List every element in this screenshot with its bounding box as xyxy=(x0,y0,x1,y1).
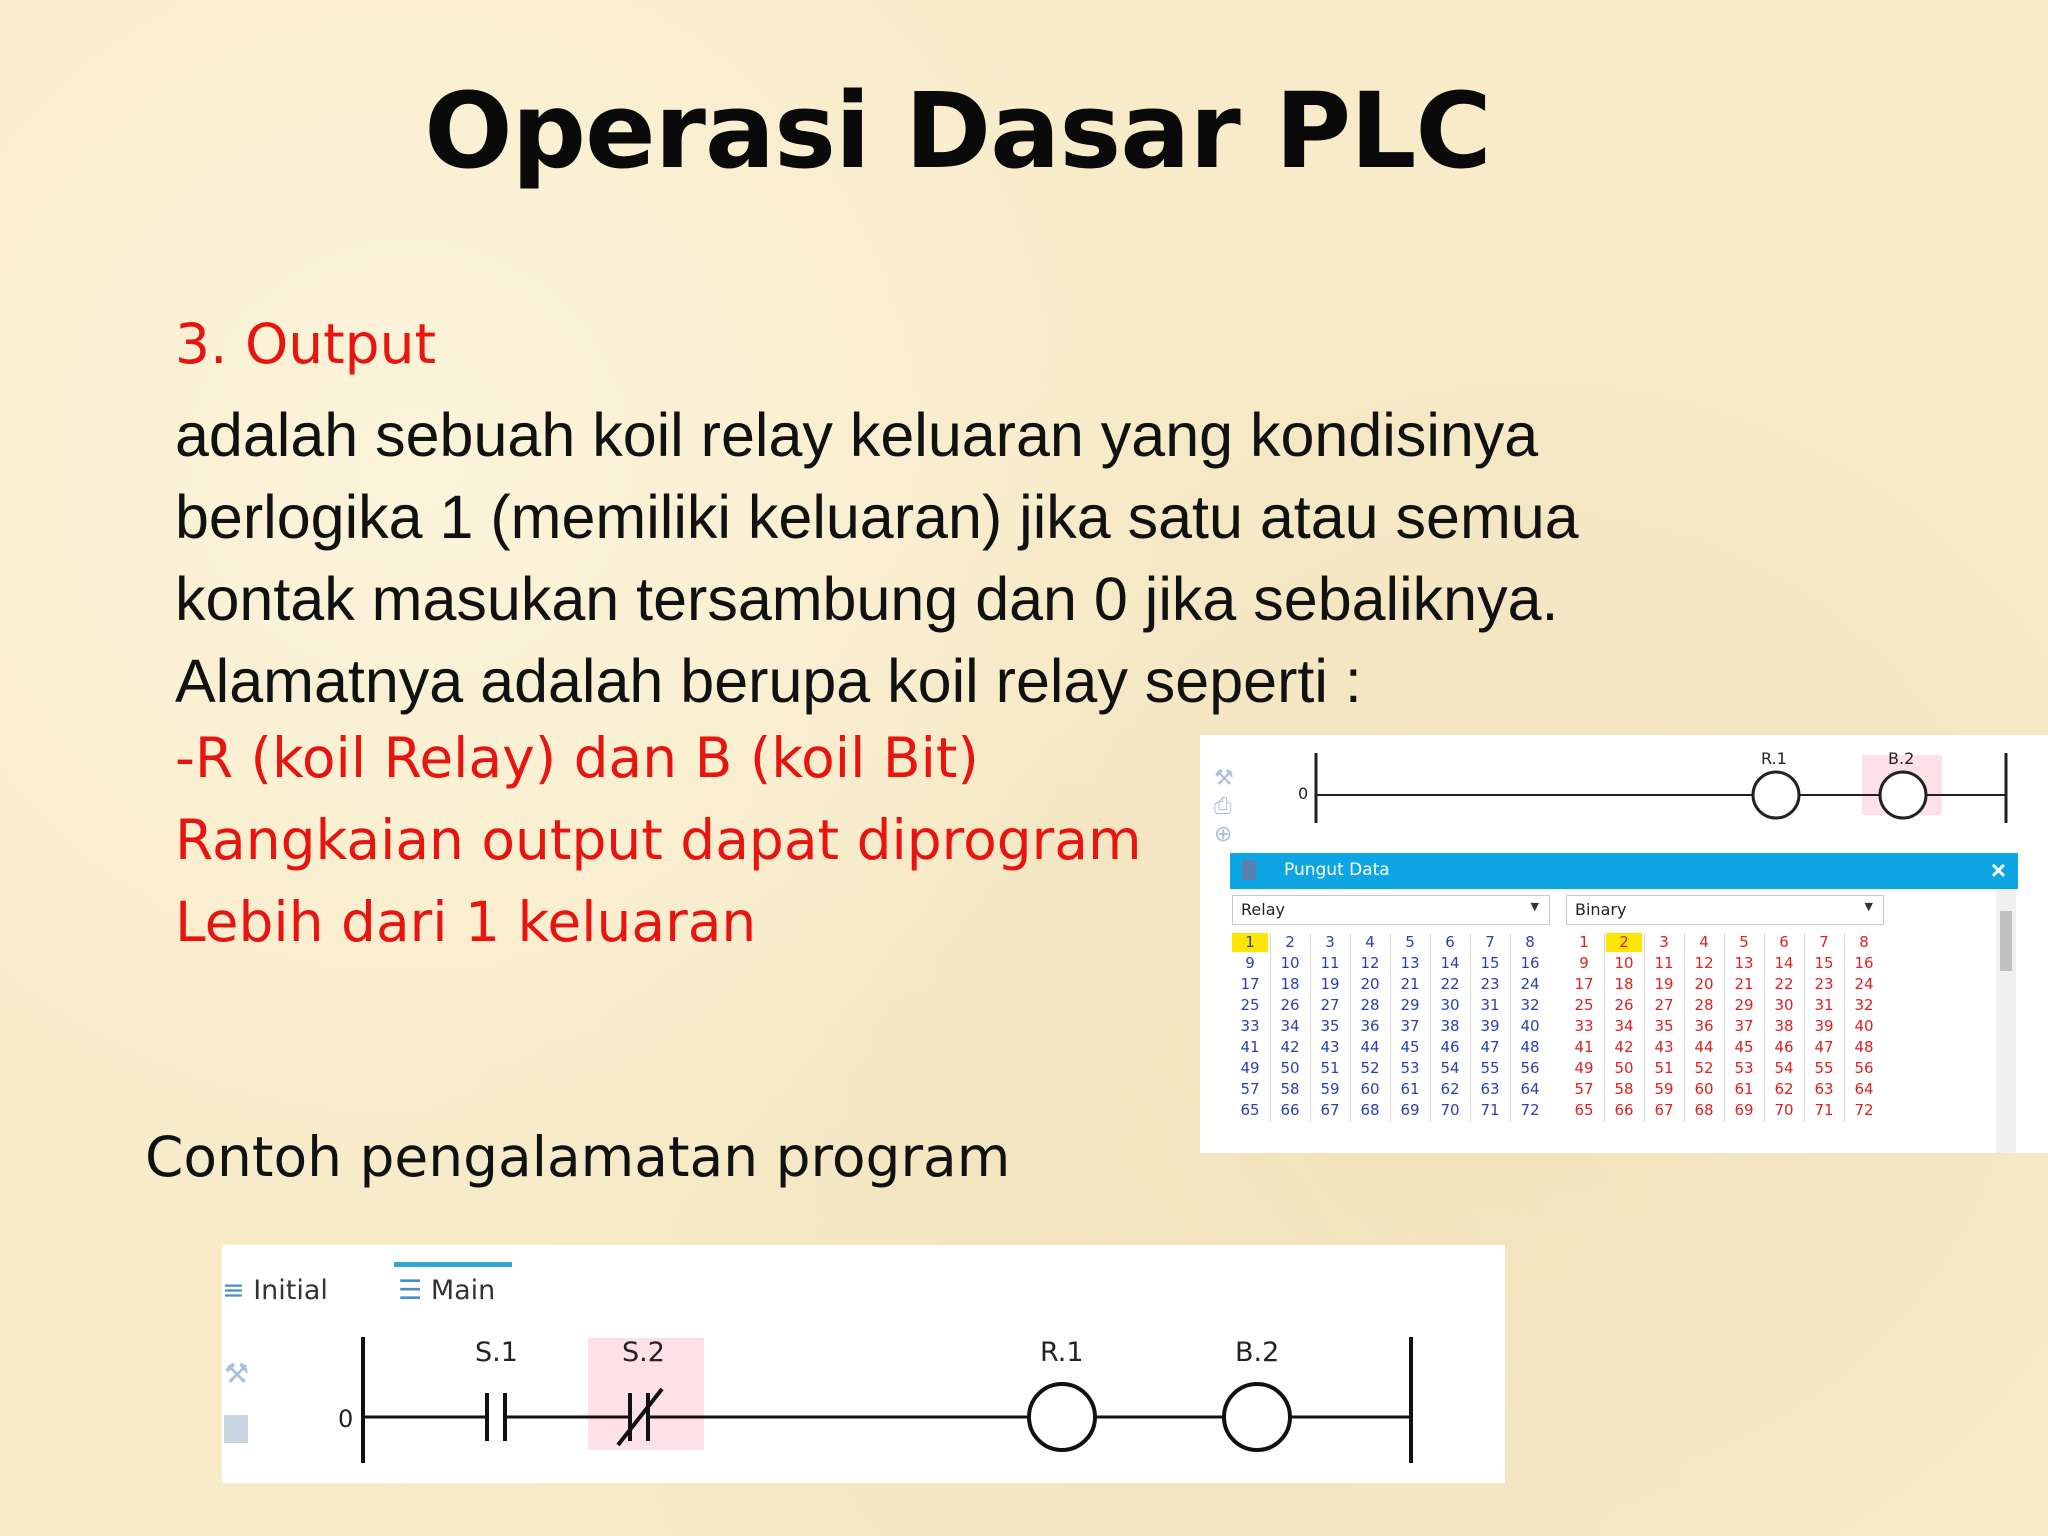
relay-address-cell[interactable]: 70 xyxy=(1440,1101,1460,1119)
relay-address-cell[interactable]: 25 xyxy=(1240,996,1260,1014)
relay-address-cell[interactable]: 45 xyxy=(1400,1038,1420,1056)
relay-address-cell[interactable]: 53 xyxy=(1400,1059,1420,1077)
relay-address-cell[interactable]: 9 xyxy=(1245,954,1255,972)
binary-address-cell[interactable]: 62 xyxy=(1774,1080,1794,1098)
relay-address-cell[interactable]: 57 xyxy=(1240,1080,1260,1098)
binary-address-cell[interactable]: 14 xyxy=(1774,954,1794,972)
document-icon xyxy=(1242,860,1256,880)
relay-address-cell[interactable]: 46 xyxy=(1440,1038,1460,1056)
relay-address-cell[interactable]: 51 xyxy=(1320,1059,1340,1077)
relay-address-cell[interactable]: 54 xyxy=(1440,1059,1460,1077)
binary-address-cell[interactable]: 46 xyxy=(1774,1038,1794,1056)
binary-address-cell[interactable]: 57 xyxy=(1574,1080,1594,1098)
binary-address-cell[interactable]: 21 xyxy=(1734,975,1754,993)
relay-coil[interactable] xyxy=(1753,772,1799,818)
relay-address-cell[interactable]: 39 xyxy=(1480,1017,1500,1035)
binary-address-cell[interactable]: 33 xyxy=(1574,1017,1594,1035)
relay-address-cell[interactable]: 10 xyxy=(1280,954,1300,972)
binary-address-cell[interactable]: 12 xyxy=(1694,954,1714,972)
binary-address-cell[interactable]: 32 xyxy=(1854,996,1874,1014)
binary-address-cell[interactable]: 34 xyxy=(1614,1017,1634,1035)
scroll-thumb[interactable] xyxy=(2000,911,2012,971)
binary-address-cell[interactable]: 29 xyxy=(1734,996,1754,1014)
binary-address-cell[interactable]: 58 xyxy=(1614,1080,1634,1098)
grid-separator xyxy=(1270,933,1271,1122)
relay-address-cell[interactable]: 36 xyxy=(1360,1017,1380,1035)
binary-address-cell[interactable]: 64 xyxy=(1854,1080,1874,1098)
add-circle-icon[interactable]: ⊕ xyxy=(1214,821,1233,846)
bit-coil[interactable] xyxy=(1880,772,1926,818)
list-icon: ≡ xyxy=(222,1275,245,1306)
relay-address-cell[interactable]: 14 xyxy=(1440,954,1460,972)
relay-address-cell[interactable]: 56 xyxy=(1520,1059,1540,1077)
binary-address-cell[interactable]: 52 xyxy=(1694,1059,1714,1077)
relay-address-cell[interactable]: 62 xyxy=(1440,1080,1460,1098)
binary-address-cell[interactable]: 56 xyxy=(1854,1059,1874,1077)
binary-address-cell[interactable]: 3 xyxy=(1659,933,1669,951)
binary-address-cell[interactable]: 8 xyxy=(1859,933,1869,951)
binary-address-cell[interactable]: 30 xyxy=(1774,996,1794,1014)
grid-separator xyxy=(1764,933,1765,1122)
relay-address-cell[interactable]: 15 xyxy=(1480,954,1500,972)
binary-address-cell[interactable]: 71 xyxy=(1814,1101,1834,1119)
binary-address-cell[interactable]: 15 xyxy=(1814,954,1834,972)
relay-address-cell[interactable]: 49 xyxy=(1240,1059,1260,1077)
red-line-programmable: Rangkaian output dapat diprogram xyxy=(175,808,1142,872)
relay-address-cell[interactable]: 27 xyxy=(1320,996,1340,1014)
relay-address-cell[interactable]: 61 xyxy=(1400,1080,1420,1098)
binary-address-cell[interactable]: 47 xyxy=(1814,1038,1834,1056)
relay-address-cell[interactable]: 41 xyxy=(1240,1038,1260,1056)
binary-address-cell[interactable]: 48 xyxy=(1854,1038,1874,1056)
binary-address-cell[interactable]: 49 xyxy=(1574,1059,1594,1077)
grid-separator xyxy=(1644,933,1645,1122)
tab-label: Initial xyxy=(253,1275,328,1306)
contact-label-s2: S.2 xyxy=(622,1337,665,1368)
tab-label: Main xyxy=(430,1275,496,1306)
relay-address-cell[interactable]: 58 xyxy=(1280,1080,1300,1098)
relay-address-cell[interactable]: 68 xyxy=(1360,1101,1380,1119)
binary-address-cell[interactable]: 7 xyxy=(1819,933,1829,951)
coil-label-b2: B.2 xyxy=(1888,749,1915,768)
wrench-icon[interactable]: ⚒ xyxy=(1214,765,1234,790)
binary-address-cell[interactable]: 65 xyxy=(1574,1101,1594,1119)
binary-address-cell[interactable]: 5 xyxy=(1739,933,1749,951)
relay-address-cell[interactable]: 63 xyxy=(1480,1080,1500,1098)
relay-address-cell[interactable]: 69 xyxy=(1400,1101,1420,1119)
relay-address-cell[interactable]: 26 xyxy=(1280,996,1300,1014)
binary-address-cell[interactable]: 68 xyxy=(1694,1101,1714,1119)
binary-address-cell[interactable]: 59 xyxy=(1654,1080,1674,1098)
contact-label-s1: S.1 xyxy=(475,1337,518,1368)
relay-coil[interactable] xyxy=(1029,1384,1095,1450)
relay-address-cell[interactable]: 22 xyxy=(1440,975,1460,993)
paragraph-line: Alamatnya adalah berupa koil relay seperti : xyxy=(175,647,1362,715)
relay-address-cell[interactable]: 30 xyxy=(1440,996,1460,1014)
relay-address-cell[interactable]: 23 xyxy=(1480,975,1500,993)
binary-address-cell[interactable]: 35 xyxy=(1654,1017,1674,1035)
binary-address-cell[interactable]: 28 xyxy=(1694,996,1714,1014)
red-line-coil-types: -R (koil Relay) dan B (koil Bit) xyxy=(175,726,979,790)
binary-address-cell[interactable]: 60 xyxy=(1694,1080,1714,1098)
relay-address-cell[interactable]: 21 xyxy=(1400,975,1420,993)
grid-separator xyxy=(1510,933,1511,1122)
binary-address-cell[interactable]: 10 xyxy=(1614,954,1634,972)
binary-address-cell[interactable]: 42 xyxy=(1614,1038,1634,1056)
relay-address-cell[interactable]: 2 xyxy=(1285,933,1295,951)
binary-address-cell[interactable]: 50 xyxy=(1614,1059,1634,1077)
relay-address-cell[interactable]: 35 xyxy=(1320,1017,1340,1035)
bit-coil[interactable] xyxy=(1224,1384,1290,1450)
relay-address-cell[interactable]: 52 xyxy=(1360,1059,1380,1077)
binary-address-cell[interactable]: 54 xyxy=(1774,1059,1794,1077)
binary-address-cell[interactable]: 4 xyxy=(1699,933,1709,951)
relay-address-cell[interactable]: 44 xyxy=(1360,1038,1380,1056)
binary-address-cell[interactable]: 2 xyxy=(1606,933,1642,952)
section-heading: 3. Output xyxy=(175,312,437,376)
binary-address-cell[interactable]: 45 xyxy=(1734,1038,1754,1056)
relay-address-cell[interactable]: 11 xyxy=(1320,954,1340,972)
binary-address-cell[interactable]: 51 xyxy=(1654,1059,1674,1077)
binary-address-cell[interactable]: 24 xyxy=(1854,975,1874,993)
binary-address-cell[interactable]: 11 xyxy=(1654,954,1674,972)
relay-address-cell[interactable]: 59 xyxy=(1320,1080,1340,1098)
relay-address-cell[interactable]: 16 xyxy=(1520,954,1540,972)
paragraph-line: kontak masukan tersambung dan 0 jika sebaliknya. xyxy=(175,565,1559,633)
binary-address-cell[interactable]: 36 xyxy=(1694,1017,1714,1035)
chevron-down-icon: ▼ xyxy=(1530,900,1539,913)
relay-address-cell[interactable]: 42 xyxy=(1280,1038,1300,1056)
rung-number: 0 xyxy=(338,1405,354,1433)
relay-address-cell[interactable]: 72 xyxy=(1520,1101,1540,1119)
ladder-rung-bottom xyxy=(222,1245,1505,1483)
relay-address-cell[interactable]: 38 xyxy=(1440,1017,1460,1035)
grid-separator xyxy=(1804,933,1805,1122)
binary-address-cell[interactable]: 53 xyxy=(1734,1059,1754,1077)
binary-address-cell[interactable]: 72 xyxy=(1854,1101,1874,1119)
dropdown-value: Binary xyxy=(1575,900,1627,919)
relay-address-cell[interactable]: 17 xyxy=(1240,975,1260,993)
scrollbar[interactable] xyxy=(1996,889,2016,1153)
relay-address-cell[interactable]: 12 xyxy=(1360,954,1380,972)
binary-address-cell[interactable]: 1 xyxy=(1579,933,1589,951)
relay-address-cell[interactable]: 13 xyxy=(1400,954,1420,972)
relay-address-cell[interactable]: 1 xyxy=(1232,933,1268,952)
relay-address-cell[interactable]: 7 xyxy=(1485,933,1495,951)
printer-icon[interactable]: ⎙ xyxy=(1214,793,1232,818)
list-icon: ☰ xyxy=(398,1275,423,1306)
grid-separator xyxy=(1430,933,1431,1122)
grid-separator xyxy=(1604,933,1605,1122)
grid-separator xyxy=(1684,933,1685,1122)
red-line-multiple-outputs: Lebih dari 1 keluaran xyxy=(175,890,757,954)
relay-address-cell[interactable]: 48 xyxy=(1520,1038,1540,1056)
binary-address-cell[interactable]: 9 xyxy=(1579,954,1589,972)
binary-address-cell[interactable]: 37 xyxy=(1734,1017,1754,1035)
relay-address-cell[interactable]: 8 xyxy=(1525,933,1535,951)
body-paragraph xyxy=(175,394,1835,722)
relay-address-cell[interactable]: 29 xyxy=(1400,996,1420,1014)
binary-address-cell[interactable]: 25 xyxy=(1574,996,1594,1014)
binary-address-cell[interactable]: 70 xyxy=(1774,1101,1794,1119)
binary-address-cell[interactable]: 13 xyxy=(1734,954,1754,972)
relay-address-cell[interactable]: 64 xyxy=(1520,1080,1540,1098)
grid-separator xyxy=(1310,933,1311,1122)
dialog-titlebar xyxy=(1230,853,2018,889)
binary-address-cell[interactable]: 17 xyxy=(1574,975,1594,993)
relay-address-cell[interactable]: 6 xyxy=(1445,933,1455,951)
relay-address-cell[interactable]: 65 xyxy=(1240,1101,1260,1119)
slide-title: Operasi Dasar PLC xyxy=(424,70,1491,192)
relay-address-cell[interactable]: 3 xyxy=(1325,933,1335,951)
relay-address-cell[interactable]: 55 xyxy=(1480,1059,1500,1077)
ladder-editor-popup-screenshot xyxy=(1200,735,2048,1153)
close-icon[interactable]: × xyxy=(1990,855,2006,885)
binary-address-cell[interactable]: 38 xyxy=(1774,1017,1794,1035)
binary-address-cell[interactable]: 67 xyxy=(1654,1101,1674,1119)
binary-address-cell[interactable]: 55 xyxy=(1814,1059,1834,1077)
dialog-title: Pungut Data xyxy=(1284,860,1390,880)
coil-label-r1: R.1 xyxy=(1040,1337,1084,1368)
paragraph-line: adalah sebuah koil relay keluaran yang kondisinya xyxy=(175,401,1539,469)
relay-address-cell[interactable]: 24 xyxy=(1520,975,1540,993)
relay-address-cell[interactable]: 43 xyxy=(1320,1038,1340,1056)
binary-address-cell[interactable]: 26 xyxy=(1614,996,1634,1014)
coil-label-r1: R.1 xyxy=(1761,749,1787,768)
relay-address-cell[interactable]: 60 xyxy=(1360,1080,1380,1098)
relay-address-cell[interactable]: 50 xyxy=(1280,1059,1300,1077)
binary-address-cell[interactable]: 40 xyxy=(1854,1017,1874,1035)
grid-separator xyxy=(1350,933,1351,1122)
relay-address-cell[interactable]: 19 xyxy=(1320,975,1340,993)
binary-address-cell[interactable]: 16 xyxy=(1854,954,1874,972)
relay-address-cell[interactable]: 5 xyxy=(1405,933,1415,951)
relay-address-cell[interactable]: 4 xyxy=(1365,933,1375,951)
binary-address-cell[interactable]: 66 xyxy=(1614,1101,1634,1119)
relay-address-cell[interactable]: 71 xyxy=(1480,1101,1500,1119)
binary-address-cell[interactable]: 69 xyxy=(1734,1101,1754,1119)
binary-address-cell[interactable]: 63 xyxy=(1814,1080,1834,1098)
relay-address-cell[interactable]: 37 xyxy=(1400,1017,1420,1035)
binary-address-cell[interactable]: 61 xyxy=(1734,1080,1754,1098)
grid-separator xyxy=(1844,933,1845,1122)
grid-separator xyxy=(1470,933,1471,1122)
relay-type-dropdown[interactable] xyxy=(1232,895,1550,925)
binary-address-cell[interactable]: 44 xyxy=(1694,1038,1714,1056)
ladder-program-example-screenshot xyxy=(222,1245,1505,1483)
binary-address-cell[interactable]: 31 xyxy=(1814,996,1834,1014)
wrench-icon[interactable]: ⚒ xyxy=(224,1358,250,1389)
rung-number: 0 xyxy=(1298,784,1309,803)
grid-separator xyxy=(1390,933,1391,1122)
paragraph-line: berlogika 1 (memiliki keluaran) jika satu atau semua xyxy=(175,483,1579,551)
relay-address-cell[interactable]: 28 xyxy=(1360,996,1380,1014)
relay-address-cell[interactable]: 31 xyxy=(1480,996,1500,1014)
binary-address-cell[interactable]: 22 xyxy=(1774,975,1794,993)
grid-separator xyxy=(1724,933,1725,1122)
relay-address-cell[interactable]: 32 xyxy=(1520,996,1540,1014)
relay-address-cell[interactable]: 34 xyxy=(1280,1017,1300,1035)
pungut-data-dialog xyxy=(1230,853,2018,1153)
binary-address-cell[interactable]: 41 xyxy=(1574,1038,1594,1056)
relay-address-cell[interactable]: 40 xyxy=(1520,1017,1540,1035)
binary-address-cell[interactable]: 43 xyxy=(1654,1038,1674,1056)
binary-address-cell[interactable]: 27 xyxy=(1654,996,1674,1014)
binary-address-cell[interactable]: 6 xyxy=(1779,933,1789,951)
binary-address-cell[interactable]: 39 xyxy=(1814,1017,1834,1035)
chevron-down-icon: ▼ xyxy=(1864,900,1873,913)
dropdown-value: Relay xyxy=(1241,900,1285,919)
binary-address-cell[interactable]: 20 xyxy=(1694,975,1714,993)
relay-address-cell[interactable]: 47 xyxy=(1480,1038,1500,1056)
example-caption: Contoh pengalamatan program xyxy=(145,1125,1011,1189)
relay-address-cell[interactable]: 18 xyxy=(1280,975,1300,993)
relay-address-cell[interactable]: 67 xyxy=(1320,1101,1340,1119)
binary-address-cell[interactable]: 18 xyxy=(1614,975,1634,993)
format-dropdown[interactable] xyxy=(1566,895,1884,925)
coil-label-b2: B.2 xyxy=(1235,1337,1280,1368)
binary-address-cell[interactable]: 19 xyxy=(1654,975,1674,993)
relay-address-cell[interactable]: 66 xyxy=(1280,1101,1300,1119)
ladder-rung-top xyxy=(1200,735,2048,853)
relay-address-cell[interactable]: 33 xyxy=(1240,1017,1260,1035)
relay-address-cell[interactable]: 20 xyxy=(1360,975,1380,993)
binary-address-cell[interactable]: 23 xyxy=(1814,975,1834,993)
